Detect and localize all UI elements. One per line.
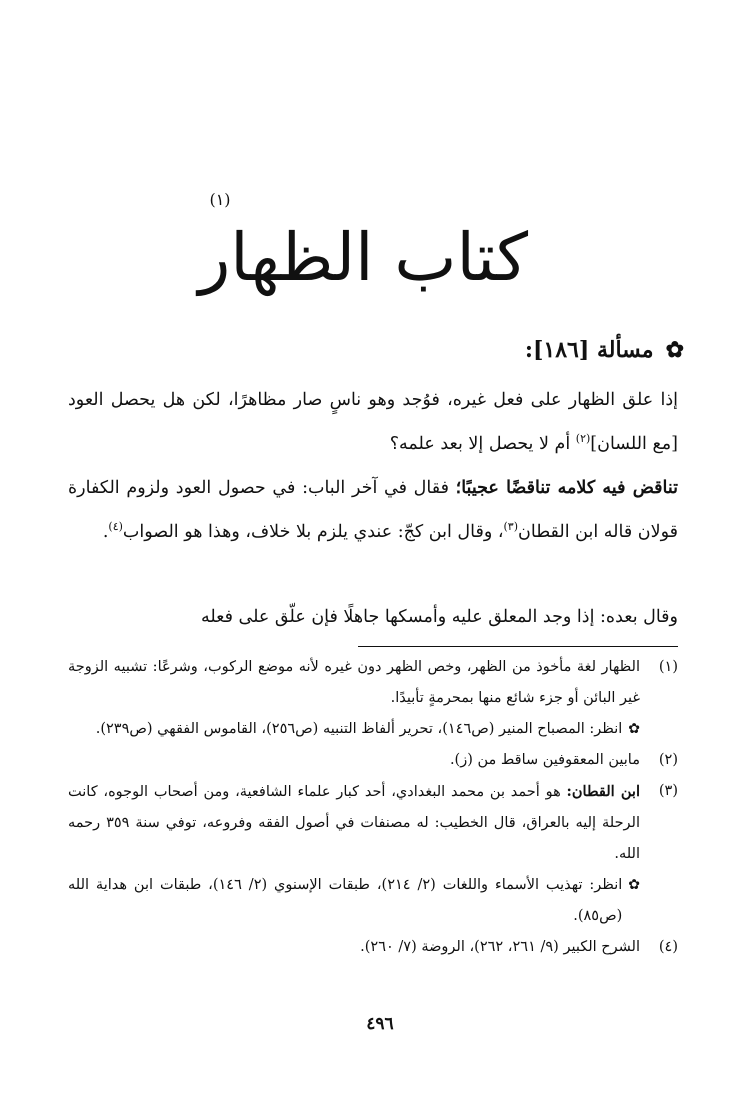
footnote-text: الظهار لغة مأخوذ من الظهر، وخص الظهر دون غيره لأنه موضع الركوب، وشرعًا: تشبيه الزوجة غير البائن أو جزء شائع منها بمحرمةٍ تأبيدًا. xyxy=(68,659,640,706)
footnote-number: (٣) xyxy=(658,783,678,799)
footnote-text: هو أحمد بن محمد البغدادي، أحد كبار علماء الشافعية، ومن أصحاب الوجوه، كانت الرحلة إليه بالعراق، قال الخطيب: له مصنفات في أصول الفقه وفروعه، توفي سنة ٣٥٩ رحمه الله. xyxy=(68,784,640,862)
footnote-number: (١) xyxy=(658,659,678,675)
paragraph-2-text-a: فقال في آخر الباب: في حصول العود ولزوم الكفارة قولان قاله ابن القطان xyxy=(68,478,678,542)
footnote-ref-2: (٢) xyxy=(575,432,591,446)
footnote-3 xyxy=(68,776,678,932)
issue-heading xyxy=(525,337,684,363)
footnote-reference: انظر: المصباح المنير (ص١٤٦)، تحرير ألفاظ التنبيه (ص٢٥٦)، القاموس الفقهي (ص٢٣٩). xyxy=(95,721,623,737)
footnote-1 xyxy=(68,652,678,745)
footnote-text: مابين المعقوفين ساقط من (ز). xyxy=(449,752,640,768)
footnote-ref-3: (٣) xyxy=(503,520,519,534)
footnote-bold-name: ابن القطان: xyxy=(566,783,640,800)
paragraph-1-text: إذا علق الظهار على فعل غيره، فوُجد وهو ناسٍ صار مظاهرًا، لكن هل يحصل العود [مع اللسان] xyxy=(68,390,678,454)
footnote-divider xyxy=(358,646,678,647)
paragraph-1 xyxy=(68,378,678,466)
paragraph-3-text: وقال بعده: إذا وجد المعلق عليه وأمسكها جاهلًا فإن علّق على فعله xyxy=(201,607,678,627)
paragraph-2-bold: تناقض فيه كلامه تناقضًا عجيبًا؛ xyxy=(455,478,678,498)
footnote-number: (٢) xyxy=(658,752,678,768)
issue-label: مسألة [١٨٦]: xyxy=(524,337,654,363)
footnote-reference: انظر: تهذيب الأسماء واللغات (٢/ ٢١٤)، طبقات الإسنوي (٢/ ١٤٦)، طبقات ابن هداية الله (ص٨٥). xyxy=(68,877,623,924)
flower-ornament-icon: ✿ xyxy=(628,877,640,893)
footnotes xyxy=(68,652,678,963)
paragraph-2-tail: . xyxy=(102,522,109,542)
footnote-text: الشرح الكبير (٩/ ٢٦١، ٢٦٢)، الروضة (٧/ ٢٦٠). xyxy=(360,939,640,955)
paragraph-2-text-b: ، وقال ابن كجّ: عندي يلزم بلا خلاف، وهذا هو الصواب xyxy=(122,522,504,542)
paragraph-1-tail: أم لا يحصل إلا بعد علمه؟ xyxy=(389,434,576,454)
footnote-number: (٤) xyxy=(658,939,678,955)
footnote-2 xyxy=(68,745,678,776)
flower-ornament-icon: ✿ xyxy=(628,721,640,737)
paragraph-2 xyxy=(68,466,678,554)
paragraph-3 xyxy=(68,595,678,639)
flower-ornament-icon: ✿ xyxy=(665,337,684,363)
footnote-ref-4: (٤) xyxy=(108,520,123,534)
chapter-footnote-marker: (١) xyxy=(209,190,231,209)
chapter-title: كتاب الظهار xyxy=(198,219,528,296)
chapter-title-block xyxy=(200,190,540,320)
footnote-4 xyxy=(68,932,678,963)
page-number: ٤٩٦ xyxy=(366,1014,394,1034)
